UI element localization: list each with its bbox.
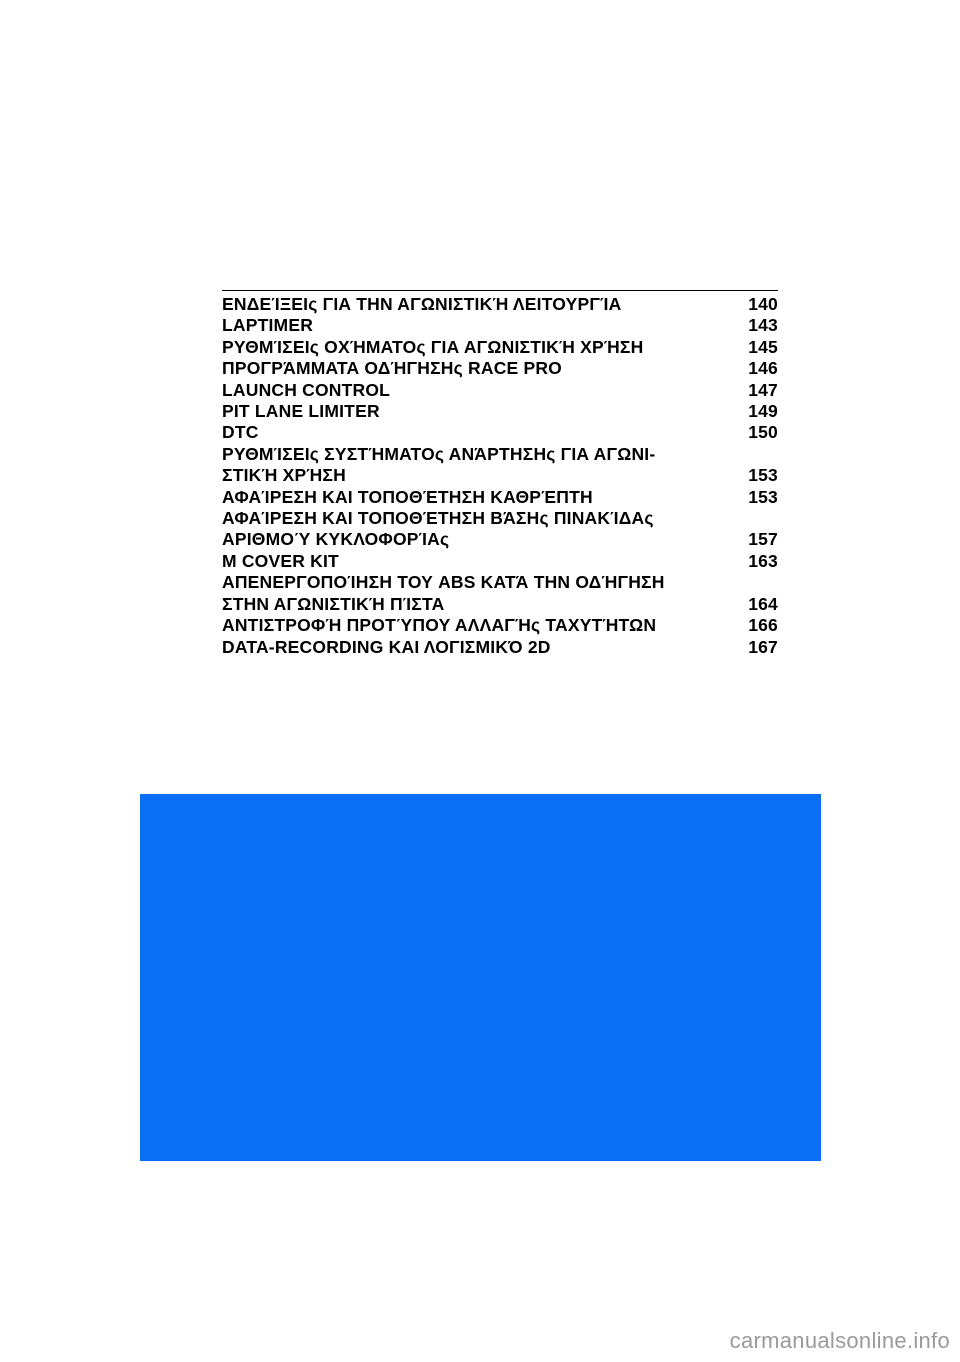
toc-entry-page: 157 — [748, 529, 778, 550]
toc-entry-page: 140 — [748, 294, 778, 314]
toc-entry-page: 143 — [748, 315, 778, 336]
toc-entry-title-line: LAPTIMER — [222, 315, 314, 336]
toc-entry-title-line: ΑΦΑΊΡΕΣΗ ΚΑΙ ΤΟΠΟΘΈΤΗΣΗ ΚΑΘΡΈΠΤΗ — [222, 486, 593, 507]
toc-entry[interactable] — [222, 637, 778, 658]
table-of-contents — [222, 290, 778, 658]
toc-entry-page: 166 — [748, 615, 778, 636]
toc-entry[interactable] — [222, 615, 778, 636]
toc-entry-page: 150 — [748, 422, 778, 443]
toc-entry-title-line: LAUNCH CONTROL — [222, 379, 391, 400]
toc-entry[interactable] — [222, 444, 778, 487]
toc-entry-title-line: DATA-RECORDING ΚΑΙ ΛΟΓΙΣΜΙΚΌ 2D — [222, 636, 551, 657]
toc-entry-title-line: PIT LANE LIMITER — [222, 401, 380, 422]
toc-entry-page: 145 — [748, 336, 778, 357]
blue-panel — [140, 794, 821, 1161]
toc-entry-title — [222, 380, 722, 401]
toc-entry[interactable] — [222, 380, 778, 401]
toc-entry-title — [222, 508, 722, 551]
toc-entry-title — [222, 572, 722, 615]
toc-entry-page: 153 — [748, 486, 778, 507]
toc-entry-title-line: ΡΥΘΜΊΣΕΙς ΟΧΉΜΑΤΟς ΓΙΑ ΑΓΩΝΙΣΤΙΚΉ ΧΡΉΣΗ — [222, 336, 644, 357]
toc-entry[interactable] — [222, 551, 778, 572]
toc-entry-title — [222, 444, 722, 487]
toc-entry-title — [222, 358, 722, 379]
toc-entry-page: 147 — [748, 379, 778, 400]
toc-entry-title-line: ΑΠΕΝΕΡΓΟΠΟΊΗΣΗ ΤΟΥ ABS ΚΑΤΆ ΤΗΝ ΟΔΉΓΗΣΗ — [222, 572, 665, 593]
toc-entry[interactable] — [222, 294, 778, 315]
toc-entry-title-line: ΠΡΟΓΡΆΜΜΑΤΑ ΟΔΉΓΗΣΗς RACE PRO — [222, 358, 562, 379]
toc-entry-title-line: ΑΦΑΊΡΕΣΗ ΚΑΙ ΤΟΠΟΘΈΤΗΣΗ ΒΆΣΗς ΠΙΝΑΚΊΔΑς — [222, 508, 654, 529]
toc-entry-title — [222, 315, 722, 336]
toc-entry[interactable] — [222, 487, 778, 508]
toc-entry-page: 153 — [748, 465, 778, 486]
toc-entry-title — [222, 487, 722, 508]
toc-entry[interactable] — [222, 422, 778, 443]
toc-entry-title-line: ΑΝΤΙΣΤΡΟΦΉ ΠΡΟΤΎΠΟΥ ΑΛΛΑΓΉς ΤΑΧΥΤΉΤΩΝ — [222, 615, 657, 636]
toc-entry-title-line: ΡΥΘΜΊΣΕΙς ΣΥΣΤΉΜΑΤΟς ΑΝΆΡΤΗΣΗς ΓΙΑ ΑΓΩΝΙ- — [222, 443, 656, 464]
toc-entry-title-line: ΣΤΙΚΉ ΧΡΉΣΗ — [222, 465, 346, 486]
toc-entry[interactable] — [222, 358, 778, 379]
toc-entry-title-line: ΣΤΗΝ ΑΓΩΝΙΣΤΙΚΉ ΠΊΣΤΑ — [222, 593, 445, 614]
toc-entry-title-line: DTC — [222, 422, 259, 443]
toc-entry-title — [222, 637, 722, 658]
toc-entry-title-line: ΑΡΙΘΜΟΎ ΚΥΚΛΟΦΟΡΊΑς — [222, 529, 450, 550]
toc-entry-page: 167 — [748, 636, 778, 657]
toc-entry-page: 164 — [748, 593, 778, 614]
toc-entry[interactable] — [222, 401, 778, 422]
toc-entry-title — [222, 401, 722, 422]
toc-entry-page: 149 — [748, 401, 778, 422]
toc-entry-title — [222, 337, 722, 358]
toc-entry-title — [222, 551, 722, 572]
toc-entry[interactable] — [222, 572, 778, 615]
toc-entry-title-line: ΕΝΔΕΊΞΕΙς ΓΙΑ ΤΗΝ ΑΓΩΝΙΣΤΙΚΉ ΛΕΙΤΟΥΡΓΊΑ — [222, 294, 622, 314]
toc-entry-title — [222, 294, 722, 315]
toc-entry[interactable] — [222, 508, 778, 551]
toc-entry-page: 163 — [748, 550, 778, 571]
toc-entry[interactable] — [222, 337, 778, 358]
watermark: carmanualsonline.info — [729, 1328, 950, 1353]
toc-entry-title — [222, 422, 722, 443]
toc-entry-title-line: M COVER KIT — [222, 550, 339, 571]
toc-entry-title — [222, 615, 722, 636]
toc-entry[interactable] — [222, 315, 778, 336]
toc-entry-page: 146 — [748, 358, 778, 379]
